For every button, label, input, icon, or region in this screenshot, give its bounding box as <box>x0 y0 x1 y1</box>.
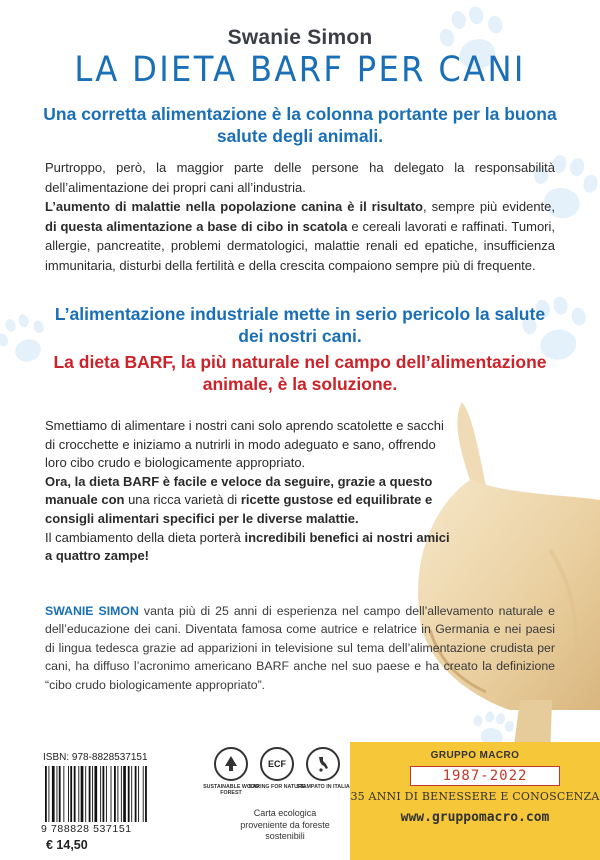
barcode-bar <box>63 766 64 822</box>
barcode-bar <box>114 766 116 822</box>
intro-bold-2: di questa alimentazione a base di cibo in scatola <box>45 218 348 234</box>
barcode-bar <box>128 766 130 822</box>
highlight-red: La dieta BARF, la più naturale nel campo dell’alimentazione animale, è la soluzione. <box>53 352 547 394</box>
barcode-bar <box>123 766 126 822</box>
author-bio <box>45 602 555 694</box>
desc-bold-d: incredibili benefici ai nostri amici a quattro zampe! <box>45 529 450 564</box>
description-paragraph <box>45 417 455 566</box>
barcode-number: 9 788828 537151 <box>41 823 132 835</box>
price: € 14,50 <box>46 838 88 852</box>
italy-icon <box>305 746 341 782</box>
eco-label-italia: STAMPATO IN ITALIA <box>296 784 350 790</box>
lead-tagline: Una corretta alimentazione è la colonna portante per la buona salute degli animali. <box>43 104 557 146</box>
desc-text-d: Il cambiamento della dieta porterà <box>45 529 245 545</box>
highlight-blue: L’alimentazione industriale mette in serio pericolo la salute dei nostri cani. <box>54 304 546 346</box>
barcode-bar <box>100 766 101 822</box>
barcode-bar <box>68 766 69 822</box>
book-title: LA DIETA BARF PER CANI <box>74 50 526 90</box>
intro-bold-1: L’aumento di malattie nella popolazione canina è il risultato <box>45 199 423 215</box>
barcode-bar <box>57 766 58 822</box>
barcode-bar <box>59 766 61 822</box>
desc-bold-b: Ora, la dieta BARF è facile e veloce da seguire, grazie a questo manuale con <box>45 473 433 508</box>
eco-label-wood: SUSTAINABLE WOOD FOREST <box>203 784 259 797</box>
barcode-bar <box>92 766 93 822</box>
barcode-bar <box>89 766 91 822</box>
bio-author-name: SWANIE SIMON <box>45 604 139 618</box>
barcode-bar <box>138 766 139 822</box>
barcode-bar <box>103 766 105 822</box>
eco-label-nature: CARING FOR NATURE <box>248 784 306 790</box>
barcode-bar <box>52 766 55 822</box>
barcode-bar <box>45 766 47 822</box>
ecf-icon <box>259 746 295 782</box>
intro-text-2: e cereali lavorati e raffinati. Tumori, allergie, pancreatite, problemi dermatologici, malattie renali ed epatiche, insufficienza immunitaria, disturbi della fertilità e della crescita compaiono sempre più di frequente. <box>45 218 556 273</box>
isbn-label: ISBN: 978-8828537151 <box>43 752 148 763</box>
barcode-bar <box>143 766 144 822</box>
intro-sentence: Purtroppo, però, la maggior parte delle persone ha delegato la responsabilità dell’alimentazione dei propri cani all’industria. <box>45 160 555 195</box>
barcode-bar <box>121 766 122 822</box>
barcode-bar <box>117 766 118 822</box>
barcode-bar <box>145 766 147 822</box>
author-name: Swanie Simon <box>227 26 373 49</box>
tree-icon <box>213 746 249 782</box>
barcode-bar <box>74 766 76 822</box>
barcode-bar <box>94 766 97 822</box>
publisher-name: GRUPPO MACRO <box>430 750 520 761</box>
barcode-bar <box>111 766 112 822</box>
barcode-bar <box>135 766 137 822</box>
desc-text-a: Smettiamo di alimentare i nostri cani solo aprendo scatolette e sacchi di crocchette e iniziamo a nutrirli in modo adeguato e sano, offrendo loro cibo crudo e biologicamente appropriato. <box>45 418 444 471</box>
anniversary-tagline: 35 ANNI DI BENESSERE E CONOSCENZA <box>350 790 600 803</box>
barcode-bar <box>48 766 49 822</box>
desc-text-b: una ricca varietà di <box>124 492 241 508</box>
eco-paper-text: Carta ecologica proveniente da foreste sostenibili <box>240 808 330 841</box>
barcode <box>43 766 179 822</box>
barcode-bar <box>106 766 107 822</box>
barcode-bar <box>81 766 84 822</box>
publisher-website: www.gruppomacro.com <box>400 810 550 825</box>
desc-bold-c: ricette gustose ed equilibrate e consigli alimentari specifici per le diverse malattie. <box>45 492 433 526</box>
barcode-bar <box>70 766 72 822</box>
ecf-glyph: ECF <box>260 747 294 781</box>
barcode-bar <box>78 766 79 822</box>
barcode-bar <box>131 766 132 822</box>
bio-text: vanta più di 25 anni di esperienza nel campo dell’allevamento naturale e dell’educazione dei cani. Diventata famosa come autrice e relatrice in Germania e nei paesi di lingua tedesca grazie ad apparizioni in televisione sul tema dell’alimentazione crudista per cani, ha diffuso l’acronimo americano BARF anche nel suo paese e ha creato la definizione “cibo crudo biologicamente appropriato”. <box>45 604 555 692</box>
intro-text-1: , sempre più evidente, <box>422 199 555 215</box>
anniversary-years: 1987-2022 <box>410 766 560 786</box>
barcode-bar <box>85 766 86 822</box>
intro-paragraph <box>45 158 555 276</box>
